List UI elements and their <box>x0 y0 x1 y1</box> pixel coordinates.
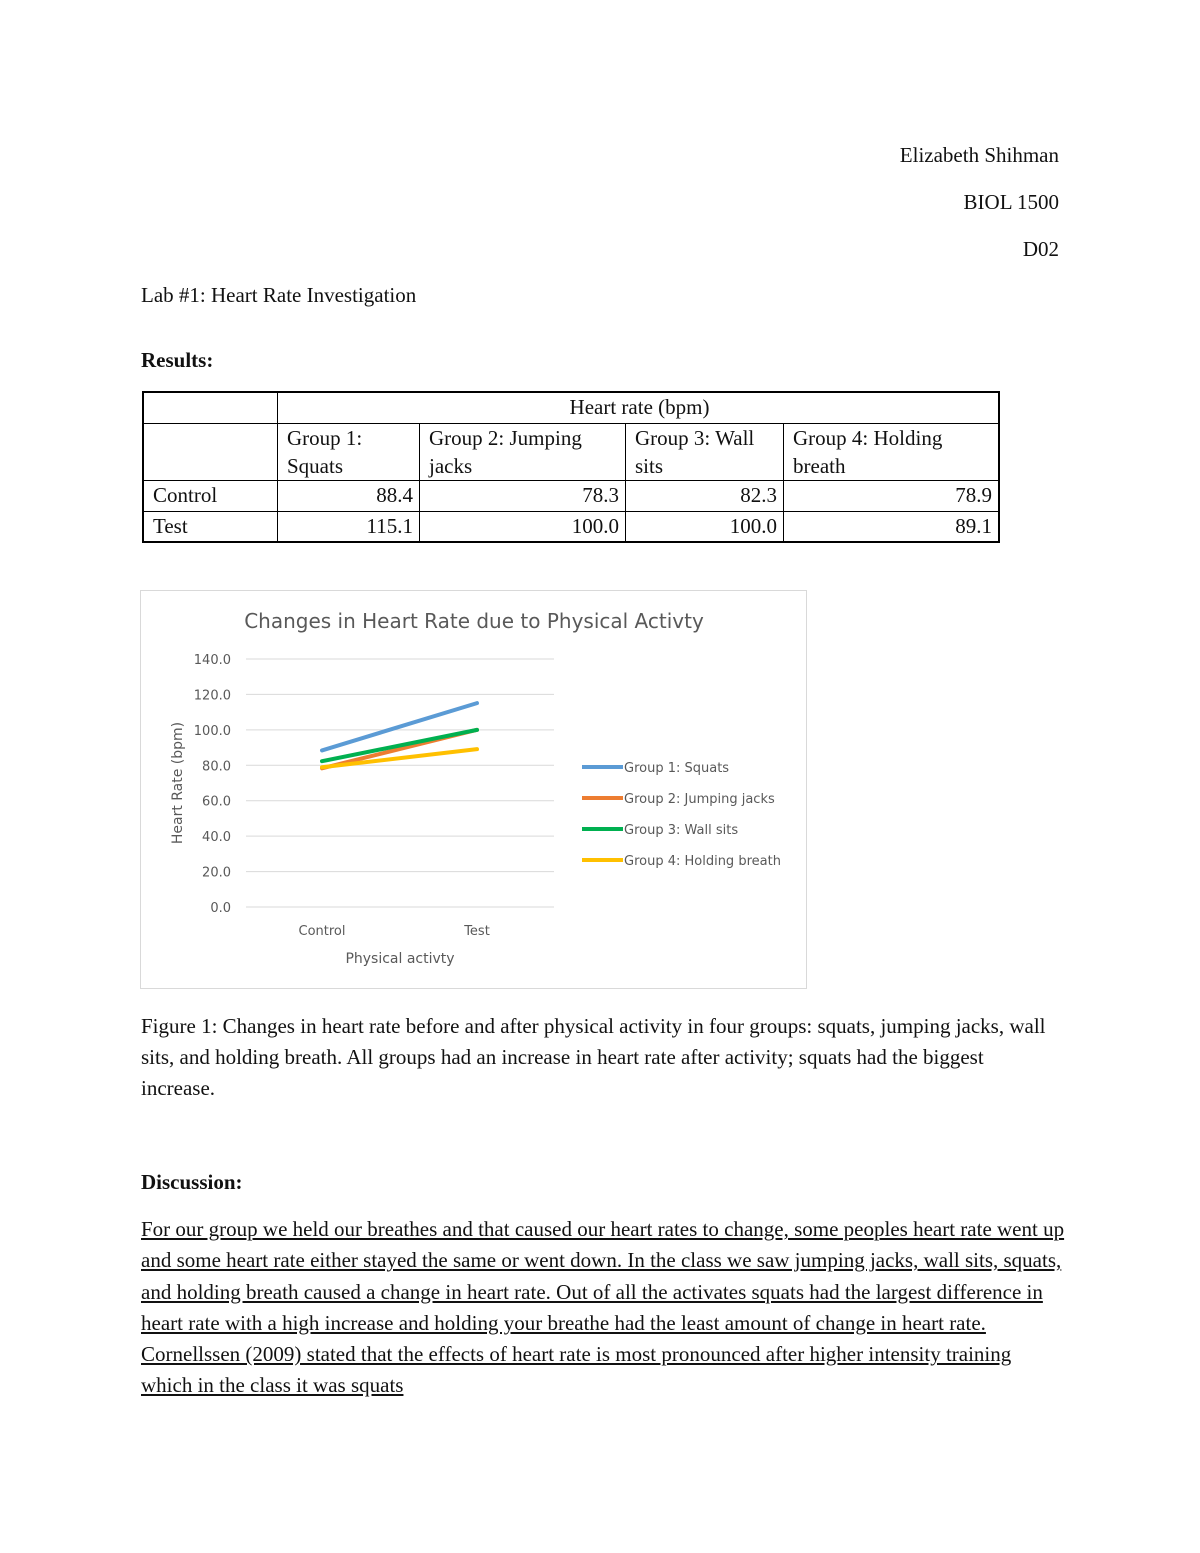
x-axis-title: Physical activty <box>345 951 455 967</box>
table-row <box>143 511 999 542</box>
table-blank-cell <box>143 423 278 480</box>
table-column-header: Group 3: Wall sits <box>626 423 784 480</box>
results-heading: Results: <box>141 348 214 372</box>
heart-rate-chart <box>140 590 807 989</box>
lab-title: Lab #1: Heart Rate Investigation <box>141 283 417 307</box>
row-label: Test <box>143 511 278 542</box>
table-row <box>143 480 999 511</box>
row-label: Control <box>143 480 278 511</box>
y-tick-label: 140.0 <box>193 653 231 668</box>
table-column-header: Group 2: Jumping jacks <box>420 423 626 480</box>
legend-label: Group 1: Squats <box>624 761 730 776</box>
table-cell: 115.1 <box>278 511 420 542</box>
section-code: D02 <box>1022 237 1059 261</box>
results-table <box>142 391 1000 543</box>
y-tick-label: 100.0 <box>193 723 231 739</box>
y-tick-label: 0.0 <box>210 901 231 916</box>
legend-label: Group 2: Jumping jacks <box>624 792 775 807</box>
course-code: BIOL 1500 <box>963 190 1059 214</box>
x-tick-label: Test <box>464 924 490 939</box>
series-line-group-1 <box>322 703 477 750</box>
x-tick-label: Control <box>298 924 346 939</box>
chart-title: Changes in Heart Rate due to Physical Activty <box>244 609 704 633</box>
y-tick-label: 60.0 <box>202 794 231 810</box>
discussion-heading: Discussion: <box>141 1170 243 1194</box>
y-axis-title: Heart Rate (bpm) <box>170 721 186 845</box>
table-corner-cell <box>143 392 278 423</box>
legend-label: Group 3: Wall sits <box>624 823 739 838</box>
table-super-header-row <box>143 392 999 423</box>
table-header-row <box>143 423 999 480</box>
legend-label: Group 4: Holding breath <box>624 854 781 869</box>
table-cell: 88.4 <box>278 480 420 511</box>
y-tick-label: 20.0 <box>202 865 231 881</box>
discussion-text: For our group we held our breathes and that caused our heart rates to change, some peoples heart rate went up and some heart rate either stayed the same or went down. In the class we saw jumping jacks, wall sits, squats, and holding breath caused a change in heart rate. Out of all the activates squats had the largest difference in heart rate with a high increase and holding your breathe had the least amount of change in heart rate. Cornellssen (2009) stated that the effects of heart rate is most pronounced after higher intensity training which in the class it was squats <box>141 1217 1065 1398</box>
figure-caption: Figure 1: Changes in heart rate before and after physical activity in four groups: squats, jumping jacks, wall sits, and holding breath. All groups had an increase in heart rate after activity; squats had the biggest increase. <box>141 1014 1046 1100</box>
author-name: Elizabeth Shihman <box>899 143 1059 167</box>
table-super-header: Heart rate (bpm) <box>278 392 1000 423</box>
y-tick-label: 120.0 <box>193 688 231 704</box>
table-cell: 89.1 <box>784 511 1000 542</box>
y-tick-label: 40.0 <box>202 830 231 846</box>
table-cell: 78.9 <box>784 480 1000 511</box>
chart-canvas <box>141 591 806 988</box>
table-cell: 78.3 <box>420 480 626 511</box>
table-cell: 100.0 <box>420 511 626 542</box>
table-cell: 100.0 <box>626 511 784 542</box>
y-tick-label: 80.0 <box>202 759 231 775</box>
table-cell: 82.3 <box>626 480 784 511</box>
table-column-header: Group 4: Holding breath <box>784 423 1000 480</box>
table-column-header: Group 1: Squats <box>278 423 420 480</box>
